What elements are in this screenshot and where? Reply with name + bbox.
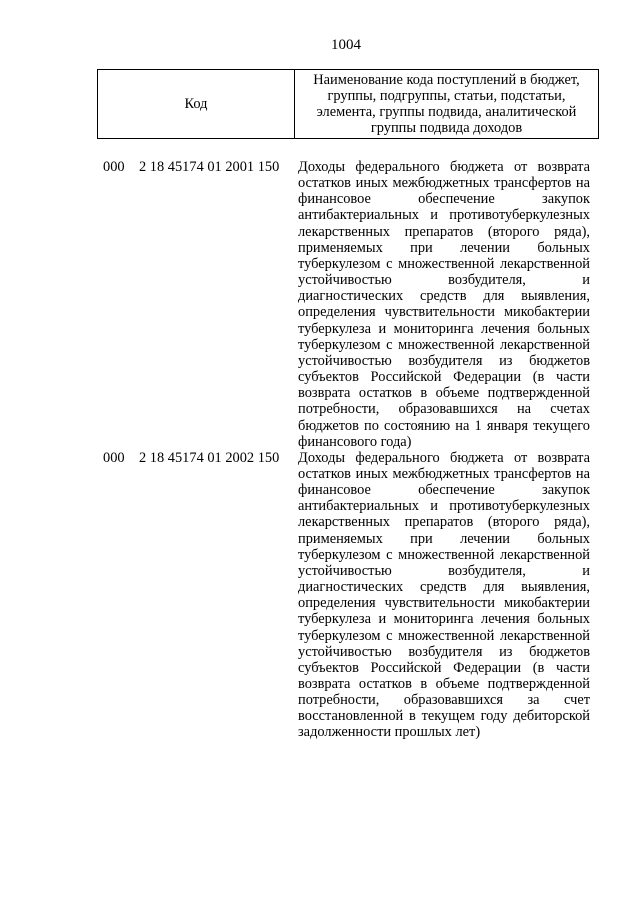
header-name-label: Наименование кода поступлений в бюджет, группы, подгруппы, статьи, подстатьи, элемента, группы подвида, аналитической группы подвида доходов [313, 71, 580, 137]
entry-admin-code: 000 [103, 449, 125, 466]
header-code-cell [98, 70, 295, 138]
entry-revenue-code: 2 18 45174 01 2001 150 [139, 159, 280, 175]
header-name-cell [295, 70, 598, 138]
entry-revenue-code: 2 18 45174 01 2002 150 [139, 449, 280, 466]
header-code-label: Код [184, 95, 208, 112]
entry-description: Доходы федерального бюджета от возврата остатков иных межбюджетных трансфертов на финансовое обеспечение закупок антибактериальных и противотуберкулезных лекарственных препаратов (второго ряда), применяемых при лечении больных туберкулезом с множественной лекарственной устойчивостью возбудителя, и диагностических средств для выявления, определения чувствительности микобактерии туберкулеза и мониторинга лечения больных туберкулезом с множественной лекарственной устойчивостью возбудителя из бюджетов субъектов Российской Федерации (в части возврата остатков в объеме подтвержденной потребности, образовавшихся за счет восстановленной в текущем году дебиторской задолженности прошлых лет) [298, 449, 590, 741]
page-number: 1004 [331, 37, 361, 53]
entry-admin-code: 000 [103, 159, 125, 175]
entry-description: Доходы федерального бюджета от возврата остатков иных межбюджетных трансфертов на финансовое обеспечение закупок антибактериальных и противотуберкулезных лекарственных препаратов (второго ряда), применяемых при лечении больных туберкулезом с множественной лекарственной устойчивостью возбудителя, и диагностических средств для выявления, определения чувствительности микобактерии туберкулеза и мониторинга лечения больных туберкулезом с множественной лекарственной устойчивостью возбудителя из бюджетов субъектов Российской Федерации (в части возврата остатков в объеме подтвержденной потребности, образовавшихся на счетах бюджетов по состоянию на 1 января текущего финансового года) [298, 159, 590, 450]
entries-list [0, 159, 640, 741]
list-item [0, 159, 640, 450]
table-header [97, 69, 599, 139]
list-item [0, 450, 640, 741]
